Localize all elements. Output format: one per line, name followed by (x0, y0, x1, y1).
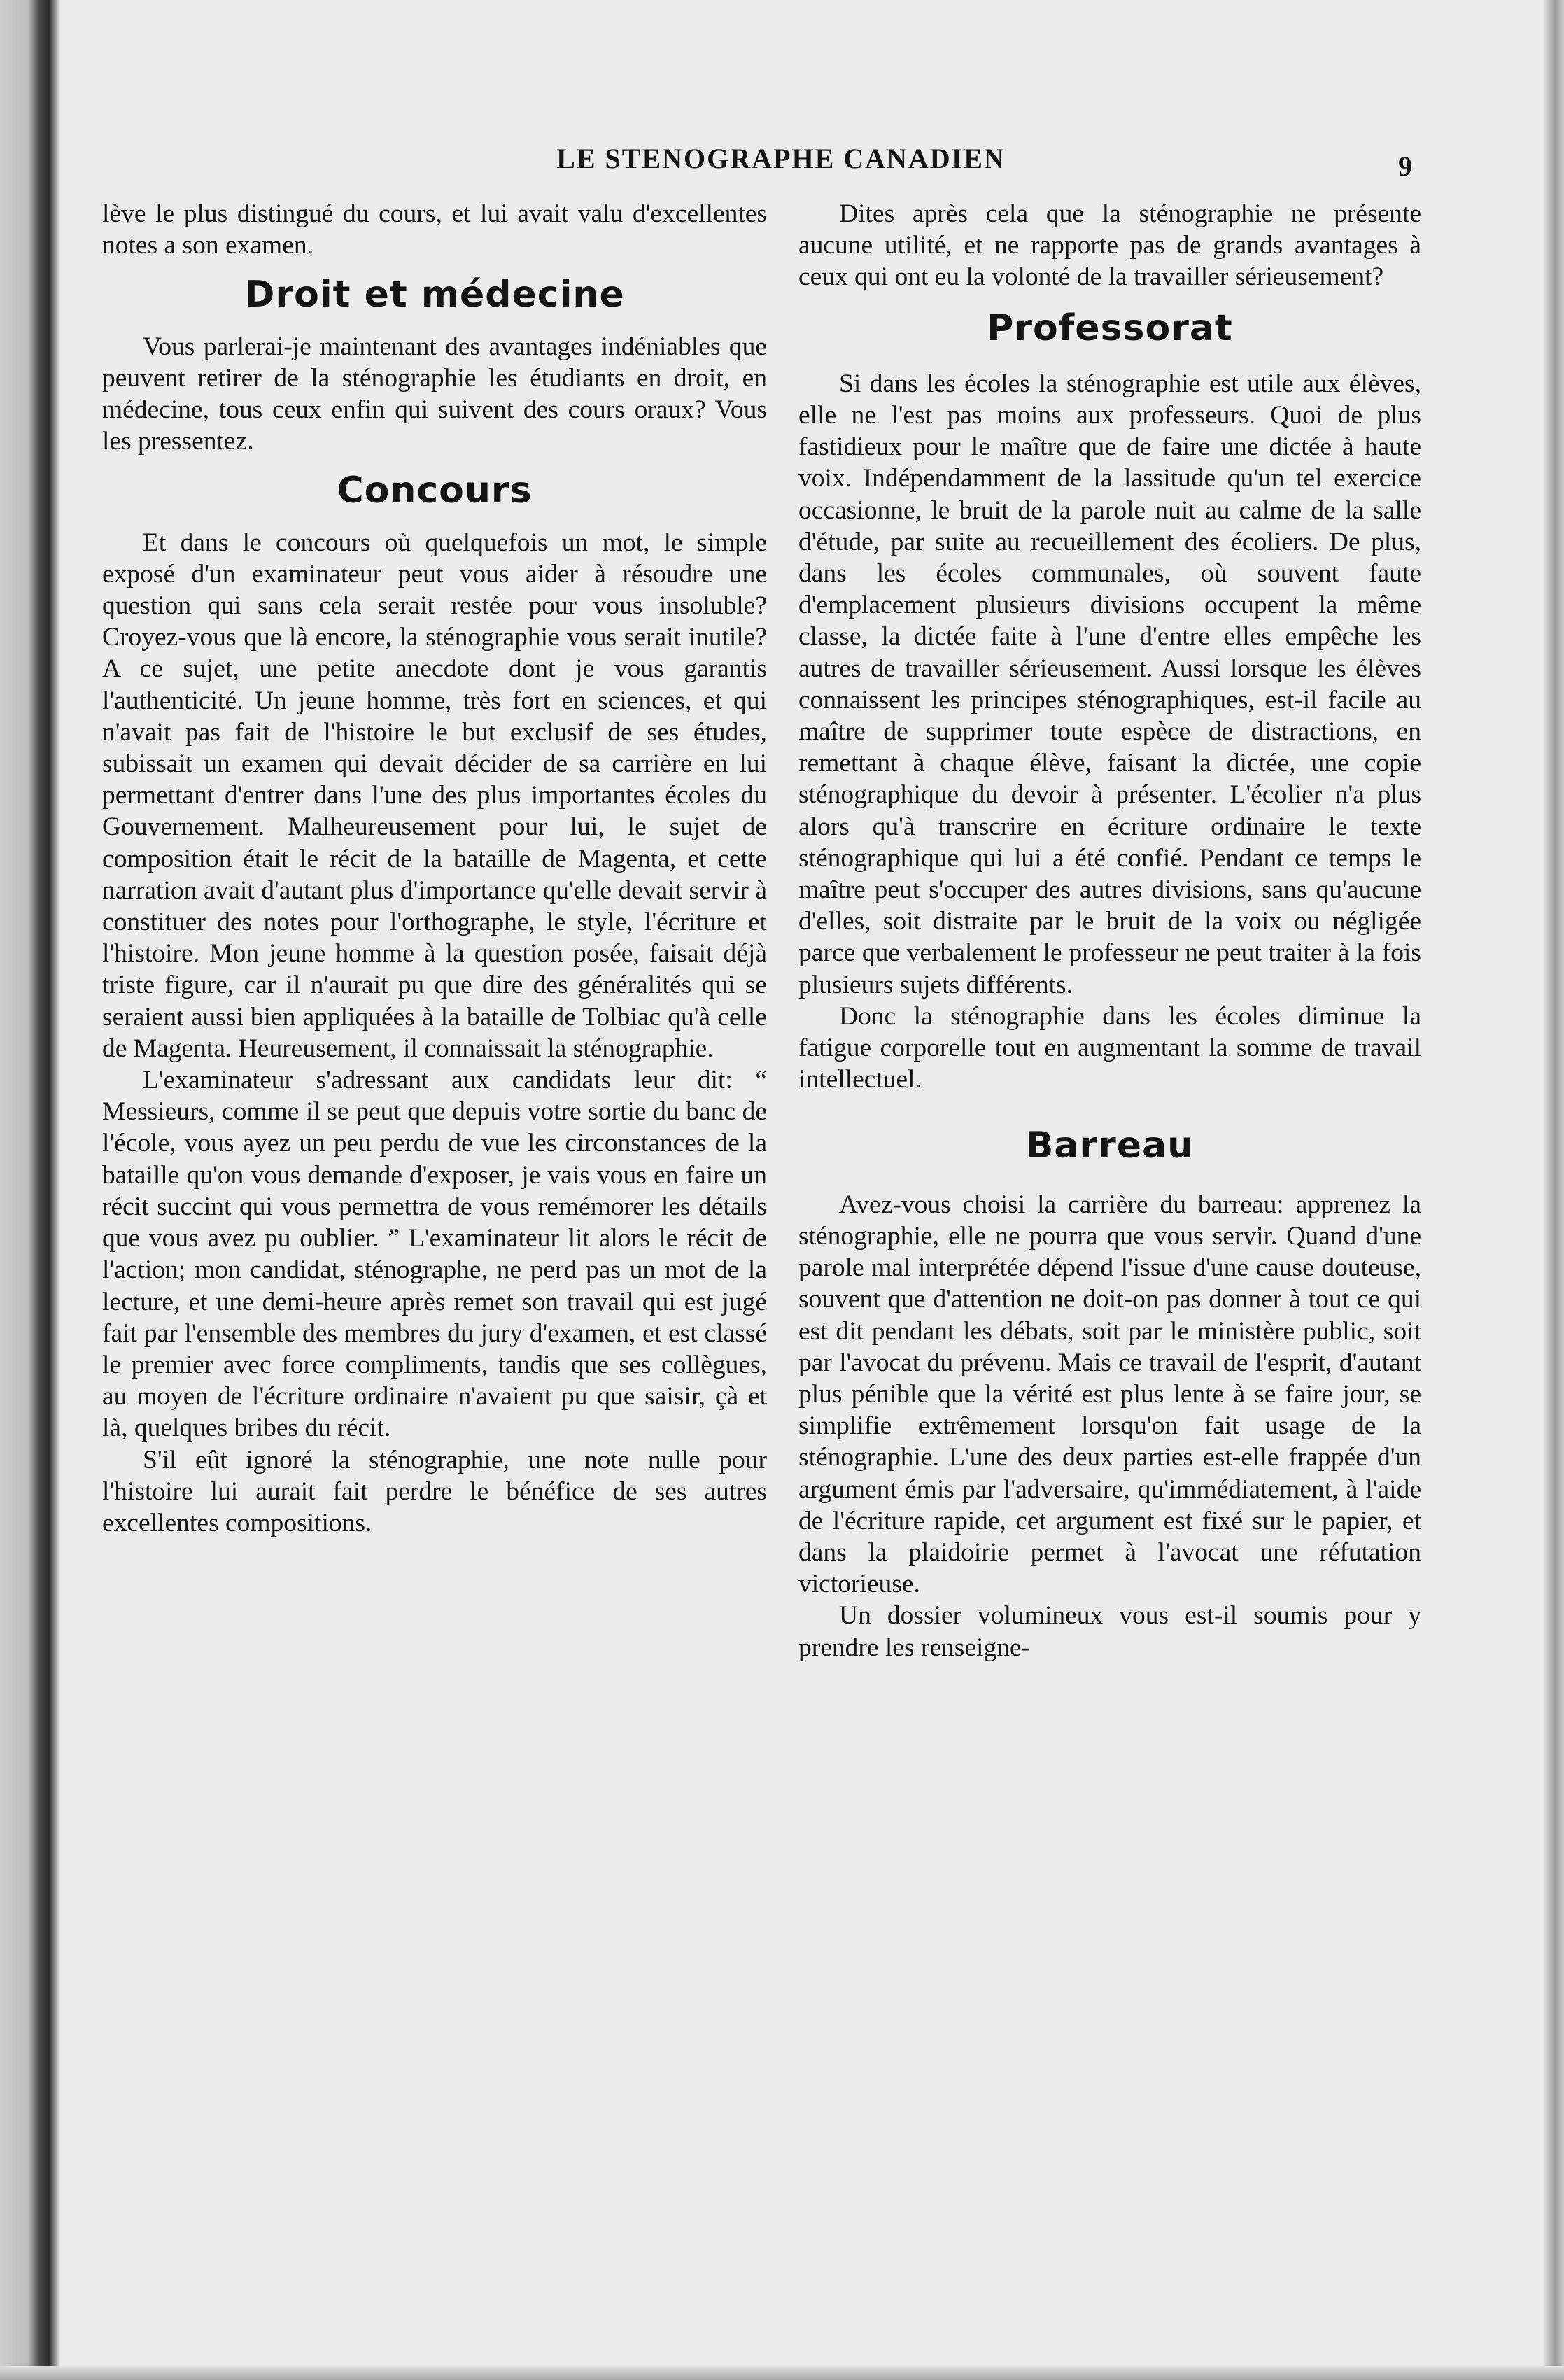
left-column (102, 198, 767, 1539)
paragraph: Si dans les écoles la sténographie est utile aux élèves, elle ne l'est pas moins aux professeurs. Quoi de plus fastidieux pour le maître que de faire une dictée à haute voix. Indépendamment de la lassitude qu'un tel exercice occasionne, le bruit de la parole nuit au calme de la salle d'étude, par suite au recueillement des écoliers. De plus, dans les écoles communales, où souvent faute d'emplacement plusieurs divisions occupent la même classe, la dictée faite à l'une d'entre elles empêche les autres de travailler sérieusement. Aussi lorsque les élèves connaissent les principes sténographiques, est-il facile au maître de supprimer toute espèce de distractions, en remettant à chaque élève, faisant la dictée, une copie sténographique du devoir à présenter. L'écolier n'a plus alors qu'à transcrire en écriture ordinaire le texte sténographique qui lui a été confié. Pendant ce temps le maître peut s'occuper des autres divisions, sans qu'aucune d'elles, soit distraite par le bruit de la voix ou négligée parce que verbalement le professeur ne peut traiter à la fois plusieurs sujets différents. (798, 369, 1421, 999)
paragraph: Donc la sténographie dans les écoles diminue la fatigue corporelle tout en augmentant la somme de travail intellectuel. (798, 1001, 1421, 1094)
paragraph: S'il eût ignoré la sténographie, une note nulle pour l'histoire lui aurait fait perdre le bénéfice de ses autres excellentes compositions. (102, 1445, 767, 1537)
right-column (798, 198, 1421, 1663)
paragraph: L'examinateur s'adressant aux candidats leur dit: “ Messieurs, comme il se peut que depuis votre sortie du banc de l'école, vous ayez un peu perdu de vue les circonstances de la bataille qu'on vous demande d'exposer, je vais vous en faire un récit succint qui vous permettra de vous remémorer les détails que vous avez pu oublier. ” L'examinateur lit alors le récit de l'action; mon candidat, sténographe, ne perd pas un mot de la lecture, et une demi-heure après remet son travail qui est jugé fait par l'ensemble des membres du jury d'examen, et est classé le premier avec force compliments, tandis que ses collègues, au moyen de l'écriture ordinaire n'avaient pu que saisir, çà et là, quelques bribes du récit. (102, 1066, 767, 1443)
running-title: LE STENOGRAPHE CANADIEN (556, 143, 1006, 174)
heading-barreau: Barreau (1025, 1125, 1195, 1167)
heading-concours: Concours (337, 470, 533, 512)
paragraph: Avez-vous choisi la carrière du barreau: apprenez la sténographie, elle ne pourra que vous servir. Quand d'une parole mal interprétée dépend l'issue d'une cause douteuse, souvent que d'attention ne doit-on pas donner à tout ce qui est dit pendant les débats, soit par le ministère public, soit par l'avocat du prévenu. Mais ce travail de l'esprit, d'autant plus pénible que la vérité est plus lente à se faire jour, se simplifie extrêmement lorsqu'on fait usage de la sténographie. L'une des deux parties est-elle frappée d'un argument émis par l'adversaire, qu'immédiatement, à l'aide de l'écriture rapide, cet argument est fixé sur le papier, et dans la plaidoirie permet à l'avocat une réfutation victorieuse. (798, 1190, 1421, 1599)
heading-professorat: Professorat (987, 307, 1233, 349)
continued-paragraph: lève le plus distingué du cours, et lui avait valu d'excellentes notes a son examen. (102, 199, 767, 260)
scan-binding-edge (0, 0, 60, 2380)
paragraph: Et dans le concours où quelquefois un mot, le simple exposé d'un examinateur peut vous aider à résoudre une question qui sans cela serait restée pour vous insoluble? Croyez-vous que là encore, la sténographie vous serait inutile? A ce sujet, une petite anecdote dont je vous garantis l'authenticité. Un jeune homme, très fort en sciences, et qui n'avait pas fait de l'histoire le but exclusif de ses études, subissait un examen qui devait décider de sa carrière en lui permettant d'entrer dans l'une des plus importantes écoles du Gouvernement. Malheureusement pour lui, le sujet de composition était le récit de la bataille de Magenta, et cette narration avait d'autant plus d'importance qu'elle devait servir à constituer des notes pour l'orthographe, le style, l'écriture et l'histoire. Mon jeune homme à la question posée, faisait déjà triste figure, car il n'aurait pu que dire des généralités qui se seraient aussi bien appliquées à la bataille de Tolbiac qu'à celle de Magenta. Heureusement, il connaissait la sténographie. (102, 528, 767, 1063)
page (60, 0, 1543, 2366)
paragraph: Un dossier volumineux vous est-il soumis pour y prendre les renseigne- (798, 1601, 1421, 1662)
scan-right-edge (1543, 0, 1564, 2380)
paragraph: Dites après cela que la sténographie ne présente aucune utilité, et ne rapporte pas de grands avantages à ceux qui ont eu la volonté de la travailler sérieusement? (798, 199, 1421, 292)
heading-droit-et-medecine: Droit et médecine (244, 274, 625, 316)
page-number: 9 (1398, 150, 1412, 182)
paragraph: Vous parlerai-je maintenant des avantages indéniables que peuvent retirer de la sténographie les étudiants en droit, en médecine, tous ceux enfin qui suivent des cours oraux? Vous les pressentez. (102, 332, 767, 456)
scan-bottom-edge (0, 2366, 1564, 2380)
